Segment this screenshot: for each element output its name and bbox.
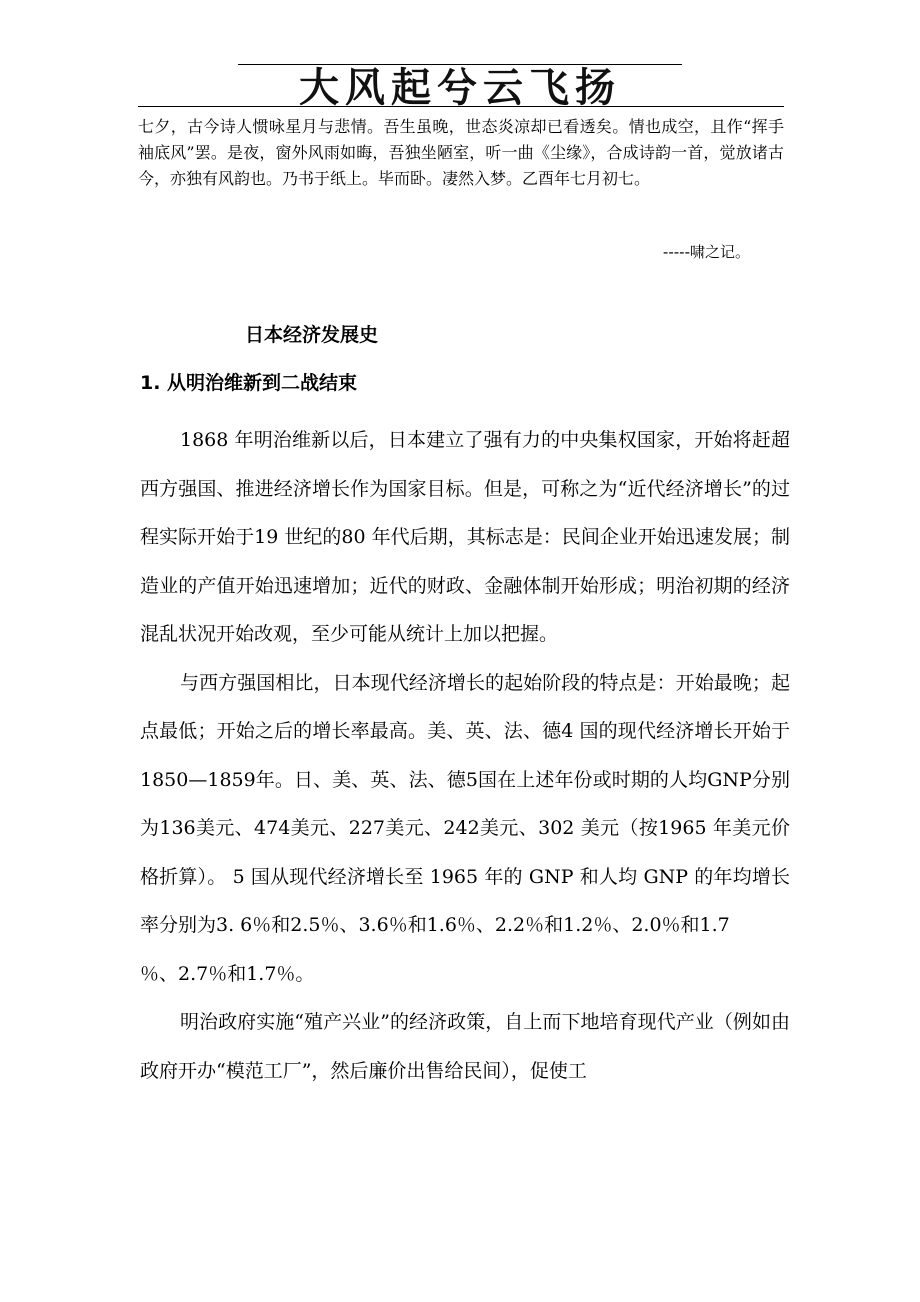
document-title: 日本经济发展史 [245, 324, 379, 346]
body-text [140, 416, 790, 1095]
preface-text: 七夕，古今诗人惯咏星月与悲情。吾生虽晚，世态炎凉却已看透矣。情也成空，且作“挥手袖底风”罢。是夜，窗外风雨如晦，吾独坐陋室，听一曲《尘缘》，合成诗韵一首，觉放诸古今，亦独有风韵也。乃书于纸上。毕而卧。凄然入梦。乙酉年七月初七。 [138, 117, 784, 188]
paragraph: 1868 年明治维新以后，日本建立了强有力的中央集权国家，开始将赶超西方强国、推进经济增长作为国家目标。但是，可称之为“近代经济增长”的过程实际开始于19 世纪的80 年代后期，其标志是：民间企业开始迅速发展；制造业的产值开始迅速增加；近代的财政、金融体制开始形成；明治初期的经济混乱状况开始改观，至少可能从统计上加以把握。 [140, 429, 790, 645]
section-heading: 1. 从明治维新到二战结束 [140, 372, 358, 394]
paragraph: 与西方强国相比，日本现代经济增长的起始阶段的特点是：开始最晚；起点最低；开始之后的增长率最高。美、英、法、德4 国的现代经济增长开始于1850—1859年。日、美、英、法、德5国在上述年份或时期的人均GNP分别为136美元、474美元、227美元、242美元、302 美元（按1965 年美元价格折算）。 5 国从现代经济增长至 1965 年的 GNP 和人均 GNP 的年均增长率分别为3. 6％和2.5％、3.6％和1.6％、2.2％和1.2％、2.0％和1.7 [140, 671, 790, 936]
paragraph: 明治政府实施“殖产兴业”的经济政策，自上而下地培育现代产业（例如由政府开办“模范工厂”，然后廉价出售给民间），促使工 [140, 1011, 790, 1082]
paragraph: ％、2.7％和1.7％。 [140, 962, 315, 985]
preface-signature: -----啸之记。 [662, 243, 750, 261]
header-rule-bottom [138, 106, 784, 107]
header-title: 大风起兮云飞扬 [299, 64, 621, 111]
